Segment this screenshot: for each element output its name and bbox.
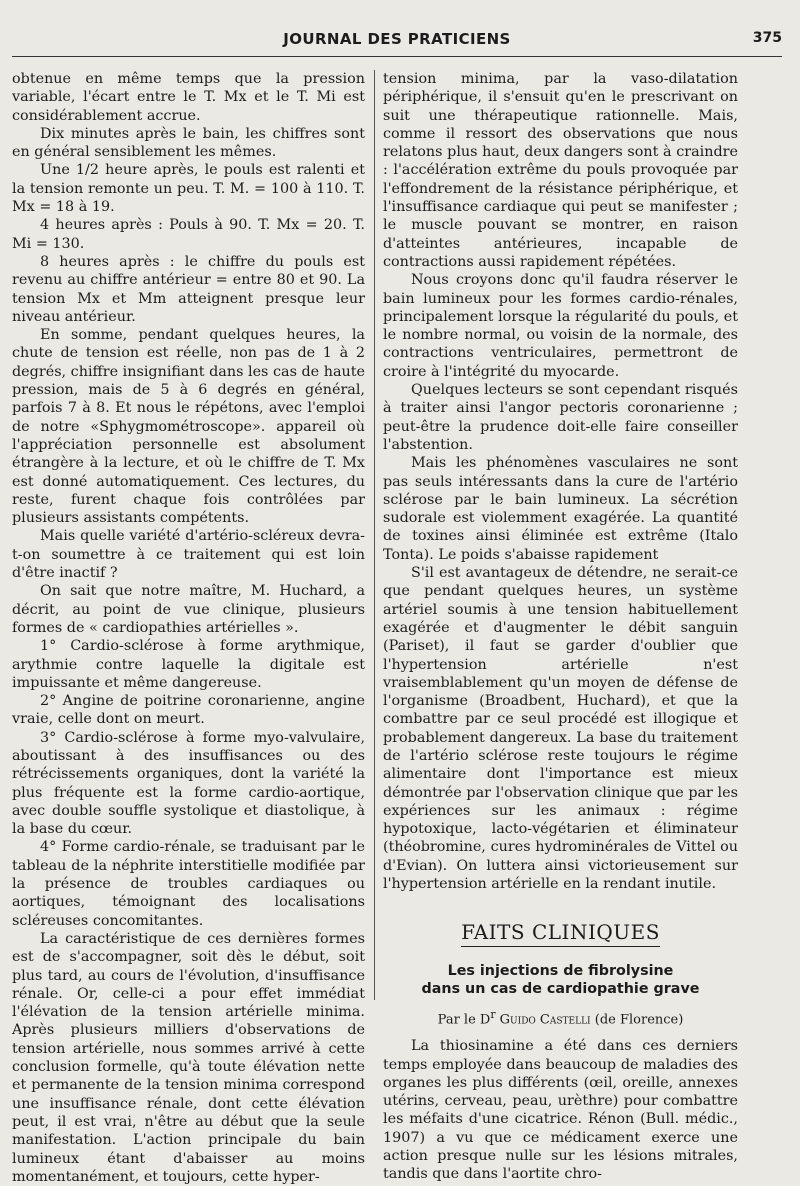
journal-title: JOURNAL DES PRATICIENS xyxy=(283,30,511,48)
column-divider xyxy=(374,70,375,1000)
page-number: 375 xyxy=(752,30,782,46)
right-column xyxy=(383,70,738,1184)
list-item: 4° Forme cardio-rénale, se traduisant par le tableau de la néphrite interstitielle modifiée par la présence de troubles cardiaques ou aortiques, témoignant des localisations scléreuses concomitantes. xyxy=(12,839,365,929)
byline-place: (de Florence) xyxy=(594,1011,684,1027)
paragraph: 8 heures après : le chiffre du pouls est revenu au chiffre antérieur = entre 80 et 90. La tension Mx et Mm atteignent presque leur niveau antérieur. xyxy=(12,253,365,325)
paragraph: La thiosinamine a été dans ces derniers temps employée dans beaucoup de maladies des organes les plus différents (œil, oreille, annexes utérins, cerveau, peau, urèthre) pour combattre les méfaits d'une cicatrice. Rénon (Bull. médic., 1907) a vu que ce médicament exerce une action presque nulle sur les lésions mitrales, tandis que dans l'aortite chro- xyxy=(383,1038,738,1183)
paragraph: Mais les phénomènes vasculaires ne sont pas seuls intéressants dans la cure de l'artério sclérose par le bain lumineux. La sécrétion sudorale est violemment exagérée. La quantité de toxines ainsi éliminée est extrême (Italo Tonta). Le poids s'abaisse rapidement xyxy=(383,455,738,563)
paragraph: La caractéristique de ces dernières formes est de s'accompagner, soit dès le début, soit plus tard, au cours de l'évolution, d'insuffisance rénale. Or, celle-ci a pour effet immédiat l'élévation de la tension artérielle minima. Après plusieurs milliers d'observations de tension artérielle, nous sommes arrivé à cette conclusion formelle, qu'à toute élévation nette et permanente de la tension minima correspond une insuffisance rénale, dont cette élévation peut, il est vrai, n'être au début que la seule manifestation. L'action principale du bain lumineux étant d'abaisser au moins momentanément, et toujours, cette hyper- xyxy=(12,930,365,1185)
list-item: 2° Angine de poitrine coronarienne, angine vraie, celle dont on meurt. xyxy=(12,693,365,728)
article-title xyxy=(383,962,738,998)
paragraph: Quelques lecteurs se sont cependant risqués à traiter ainsi l'angor pectoris coronarienne ; peut-être la prudence doit-elle faire conseiller l'abstention. xyxy=(383,382,738,453)
list-item: 1° Cardio-sclérose à forme arythmique, arythmie contre laquelle la digitale est impuissante et même dangereuse. xyxy=(12,638,365,691)
section-heading-text: FAITS CLINIQUES xyxy=(461,920,660,947)
paragraph: On sait que notre maître, M. Huchard, a décrit, au point de vue clinique, plusieurs formes de « cardiopathies artérielles ». xyxy=(12,583,365,636)
section-heading xyxy=(383,920,738,945)
paragraph: 4 heures après : Pouls à 90. T. Mx = 20. T. Mi = 130. xyxy=(12,217,365,252)
paragraph: Une 1/2 heure après, le pouls est ralenti et la tension remonte un peu. T. M. = 100 à 110. T. Mx = 18 à 19. xyxy=(12,162,365,216)
byline-prefix: Par le D xyxy=(437,1011,491,1027)
byline xyxy=(383,1006,738,1030)
byline-author: Guido Castelli xyxy=(499,1011,591,1027)
paragraph: obtenue en même temps que la pression variable, l'écart entre le T. Mx et le T. Mi est considérablement accrue. xyxy=(12,71,365,124)
paragraph: S'il est avantageux de détendre, ne serait-ce que pendant quelques heures, un système artériel soumis à une tension habituellement exagérée et d'augmenter le débit sanguin (Pariset), il faut se garder d'oublier que l'hypertension artérielle n'est vraisemblablement qu'un moyen de défense de l'organisme (Broadbent, Huchard), et que la combattre par ce seul procédé est illogique et probablement dangereux. La base du traitement de l'artério sclérose reste toujours le régime alimentaire dont l'importance est mieux démontrée par l'observation clinique que par les expériences sur les animaux : régime hypotoxique, lacto-végétarien et éliminateur (théobromine, cures hydrominérales de Vittel ou d'Evian). On luttera ainsi victorieusement sur l'hypertension artérielle en la rendant inutile. xyxy=(383,565,738,893)
list-item: 3° Cardio-sclérose à forme myo-valvulaire, aboutissant à des insuffisances ou des rétrécissements organiques, dont la variété la plus fréquente est la forme cardio-aortique, avec double souffle systolique et diastolique, à la base du cœur. xyxy=(12,729,365,838)
paragraph: En somme, pendant quelques heures, la chute de tension est réelle, non pas de 1 à 2 degrés, chiffre insignifiant dans les cas de haute pression, mais de 5 à 6 degrés en général, parfois 7 à 8. Et nous le répétons, avec l'emploi de notre «Sphygmométroscope». appareil où l'appréciation personnelle est absolument étrangère à la lecture, et où le chiffre de T. Mx est donné automatiquement. Ces lectures, du reste, furent chaque fois contrôlées par plusieurs assistants compétents. xyxy=(12,327,365,527)
article-title-line: dans un cas de cardiopathie grave xyxy=(421,980,700,997)
left-column xyxy=(12,70,365,1186)
paragraph: Mais quelle variété d'artério-scléreux devra-t-on soumettre à ce traitement qui est loin d'être inactif ? xyxy=(12,528,365,582)
page-header xyxy=(12,28,782,57)
paragraph: tension minima, par la vaso-dilatation périphérique, il s'ensuit qu'en le prescrivant on suit une thérapeutique rationnelle. Mais, comme il ressort des observations que nous relatons plus haut, deux dangers sont à craindre : l'accélération extrême du pouls provoquée par l'effondrement de la résistance périphérique, et l'insuffisance cardiaque qui peut se manifester ; le muscle pouvant se montrer, en raison d'atteintes antérieures, incapable de contractions aussi rapidement répétées. xyxy=(383,71,738,270)
article-title-line: Les injections de fibrolysine xyxy=(447,962,674,979)
paragraph: Dix minutes après le bain, les chiffres sont en général sensiblement les mêmes. xyxy=(12,125,365,161)
byline-sup: r xyxy=(490,1007,496,1021)
paragraph: Nous croyons donc qu'il faudra réserver le bain lumineux pour les formes cardio-rénales, principalement lorsque la régularité du pouls, et le nombre normal, ou voisin de la normale, des contractions ventriculaires, permettront de croire à l'intégrité du myocarde. xyxy=(383,272,738,380)
